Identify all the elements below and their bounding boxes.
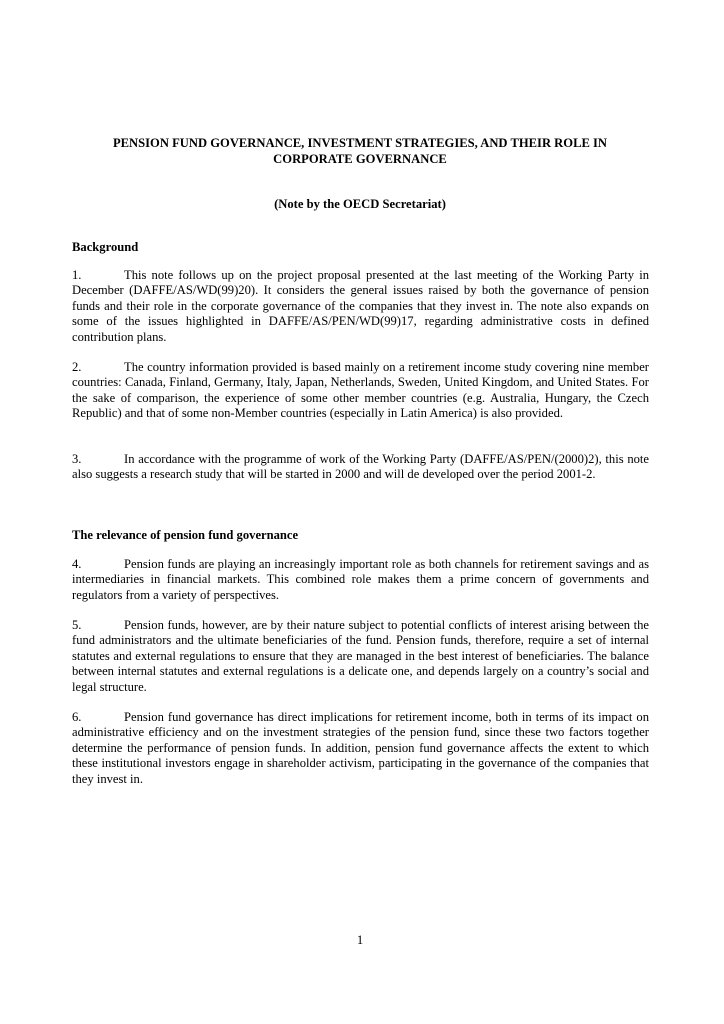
paragraph-text: In accordance with the programme of work of the Working Party (DAFFE/AS/PEN/(2000)2), this note also suggests a research study that will be started in 2000 and will de developed over the period 2001-2.	[72, 452, 649, 482]
paragraph-number: 6.	[72, 710, 82, 724]
page-number: 1	[356, 933, 364, 947]
paragraph-number: 1.	[72, 268, 82, 282]
document-subtitle: (Note by the OECD Secretariat)	[274, 197, 446, 211]
paragraph-text: Pension fund governance has direct implications for retirement income, both in terms of its impact on administrative efficiency and on the investment strategies of the pension fund, since these two factors together determine the performance of pension funds. In addition, pension fund governance affects the extent to which these institutional investors engage in shareholder activism, participating in the governance of the companies that they invest in.	[72, 710, 649, 786]
paragraph-number: 4.	[72, 557, 82, 571]
paragraph-3	[72, 452, 649, 483]
paragraph-1	[72, 268, 649, 345]
paragraph-text: Pension funds are playing an increasingly important role as both channels for retirement savings and as intermediaries in financial markets. This combined role makes them a prime concern of governments and regulators from a variety of perspectives.	[72, 557, 649, 602]
paragraph-number: 5.	[72, 618, 82, 632]
paragraph-text: Pension funds, however, are by their nature subject to potential conflicts of interest arising between the fund administrators and the ultimate beneficiaries of the fund. Pension funds, therefore, require a set of internal statutes and external regulations to ensure that they are managed in the best interest of beneficiaries. The balance between internal statutes and external regulations is a delicate one, and depends largely on a country’s social and legal structure.	[72, 618, 649, 694]
section-heading-background: Background	[72, 240, 139, 254]
paragraph-2	[72, 360, 649, 422]
paragraph-text: This note follows up on the project proposal presented at the last meeting of the Working Party in December (DAFFE/AS/WD(99)20). It considers the general issues raised by both the governance of pension funds and their role in the corporate governance of the companies that they invest in. The note also expands on some of the issues highlighted in DAFFE/AS/PEN/WD(99)17, regarding administrative costs in defined contribution plans.	[72, 268, 649, 344]
paragraph-text: The country information provided is based mainly on a retirement income study covering nine member countries: Canada, Finland, Germany, Italy, Japan, Netherlands, Sweden, United Kingdom, and United States. For the sake of comparison, the experience of some other member countries (e.g. Australia, Hungary, the Czech Republic) and that of some non-Member countries (especially in Latin America) is also provided.	[72, 360, 649, 421]
paragraph-5	[72, 618, 649, 695]
paragraph-number: 3.	[72, 452, 82, 466]
section-heading-relevance: The relevance of pension fund governance	[72, 528, 299, 542]
paragraph-4	[72, 557, 649, 603]
paragraph-6	[72, 710, 649, 787]
document-title: PENSION FUND GOVERNANCE, INVESTMENT STRATEGIES, AND THEIR ROLE IN CORPORATE GOVERNANCE	[112, 136, 608, 166]
paragraph-number: 2.	[72, 360, 82, 374]
